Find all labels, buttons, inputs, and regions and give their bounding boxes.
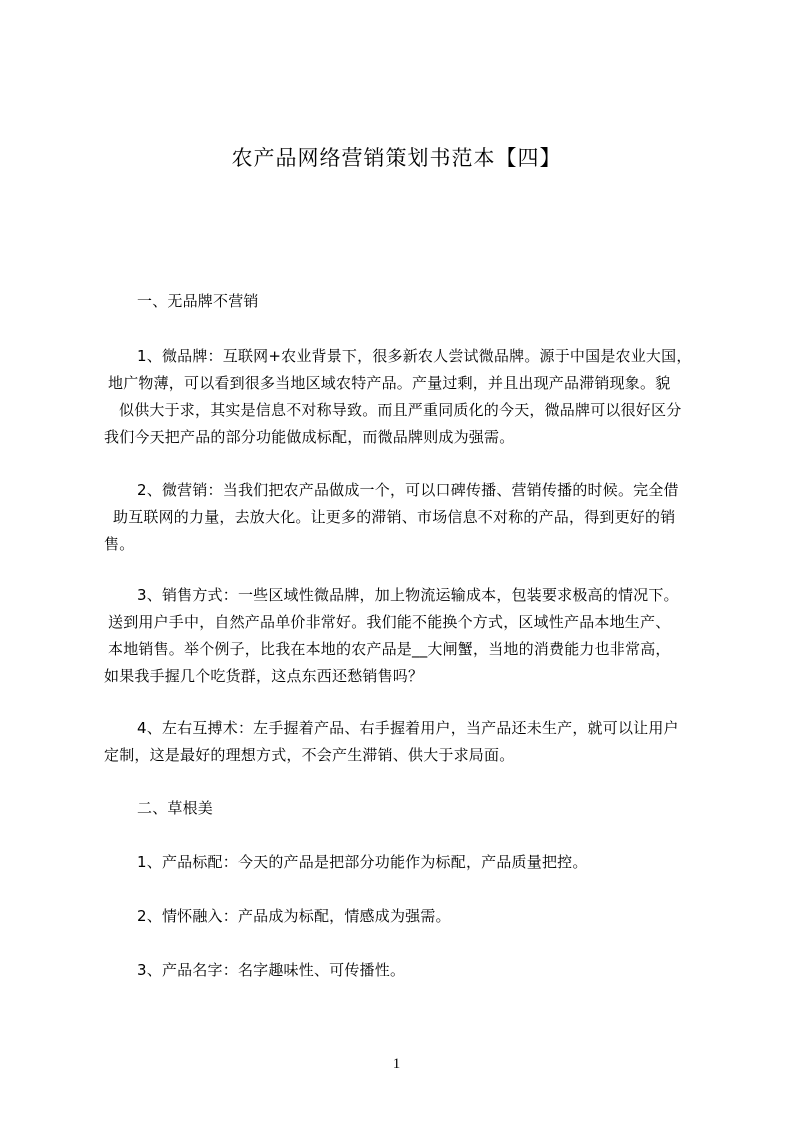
paragraph-line: 助互联网的力量，去放大化。让更多的滞销、市场信息不对称的产品，得到更好的销 bbox=[113, 508, 676, 526]
paragraph-line: 4、左右互搏术：左手握着产品、右手握着用户，当产品还未生产，就可以让用户 bbox=[137, 719, 679, 737]
paragraph-line: 1、微品牌：互联网+农业背景下，很多新农人尝试微品牌。源于中国是农业大国， bbox=[137, 347, 692, 365]
paragraph-line: 定制，这是最好的理想方式，不会产生滞销、供大于求局面。 bbox=[104, 746, 515, 764]
paragraph-line: 送到用户手中，自然产品单价非常好。我们能不能换个方式，区域性产品本地生产、 bbox=[108, 613, 671, 631]
paragraph-line: 1、产品标配：今天的产品是把部分功能作为标配，产品质量把控。 bbox=[137, 853, 588, 871]
paragraph-line: 我们今天把产品的部分功能做成标配，而微品牌则成为强需。 bbox=[104, 428, 515, 446]
paragraph-line: 售。 bbox=[104, 535, 135, 553]
paragraph-line: 2、微营销：当我们把农产品做成一个，可以口碑传播、营销传播的时候。完全借 bbox=[137, 481, 679, 499]
section-heading-brand: 一、无品牌不营销 bbox=[137, 292, 259, 310]
paragraph-line: 2、情怀融入：产品成为标配，情感成为强需。 bbox=[137, 907, 451, 925]
page-number: 1 bbox=[392, 1056, 401, 1072]
paragraph-line: 似供大于求，其实是信息不对称导致。而且严重同质化的今天，微品牌可以很好区分 bbox=[119, 401, 682, 419]
paragraph-line: 地广物薄，可以看到很多当地区域农特产品。产量过剩，并且出现产品滞销现象。貌 bbox=[108, 374, 671, 392]
paragraph-line: 3、销售方式：一些区域性微品牌，加上物流运输成本，包装要求极高的情况下。 bbox=[137, 586, 679, 604]
section-heading-grassroots: 二、草根美 bbox=[137, 799, 214, 817]
paragraph-line: 本地销售。举个例子，比我在本地的农产品是__大闸蟹，当地的消费能力也非常高， bbox=[108, 640, 671, 658]
paragraph-line: 3、产品名字：名字趣味性、可传播性。 bbox=[137, 961, 406, 979]
document-title: 农产品网络营销策划书范本【四】 bbox=[231, 146, 562, 170]
paragraph-line: 如果我手握几个吃货群，这点东西还愁销售吗？ bbox=[104, 667, 424, 685]
